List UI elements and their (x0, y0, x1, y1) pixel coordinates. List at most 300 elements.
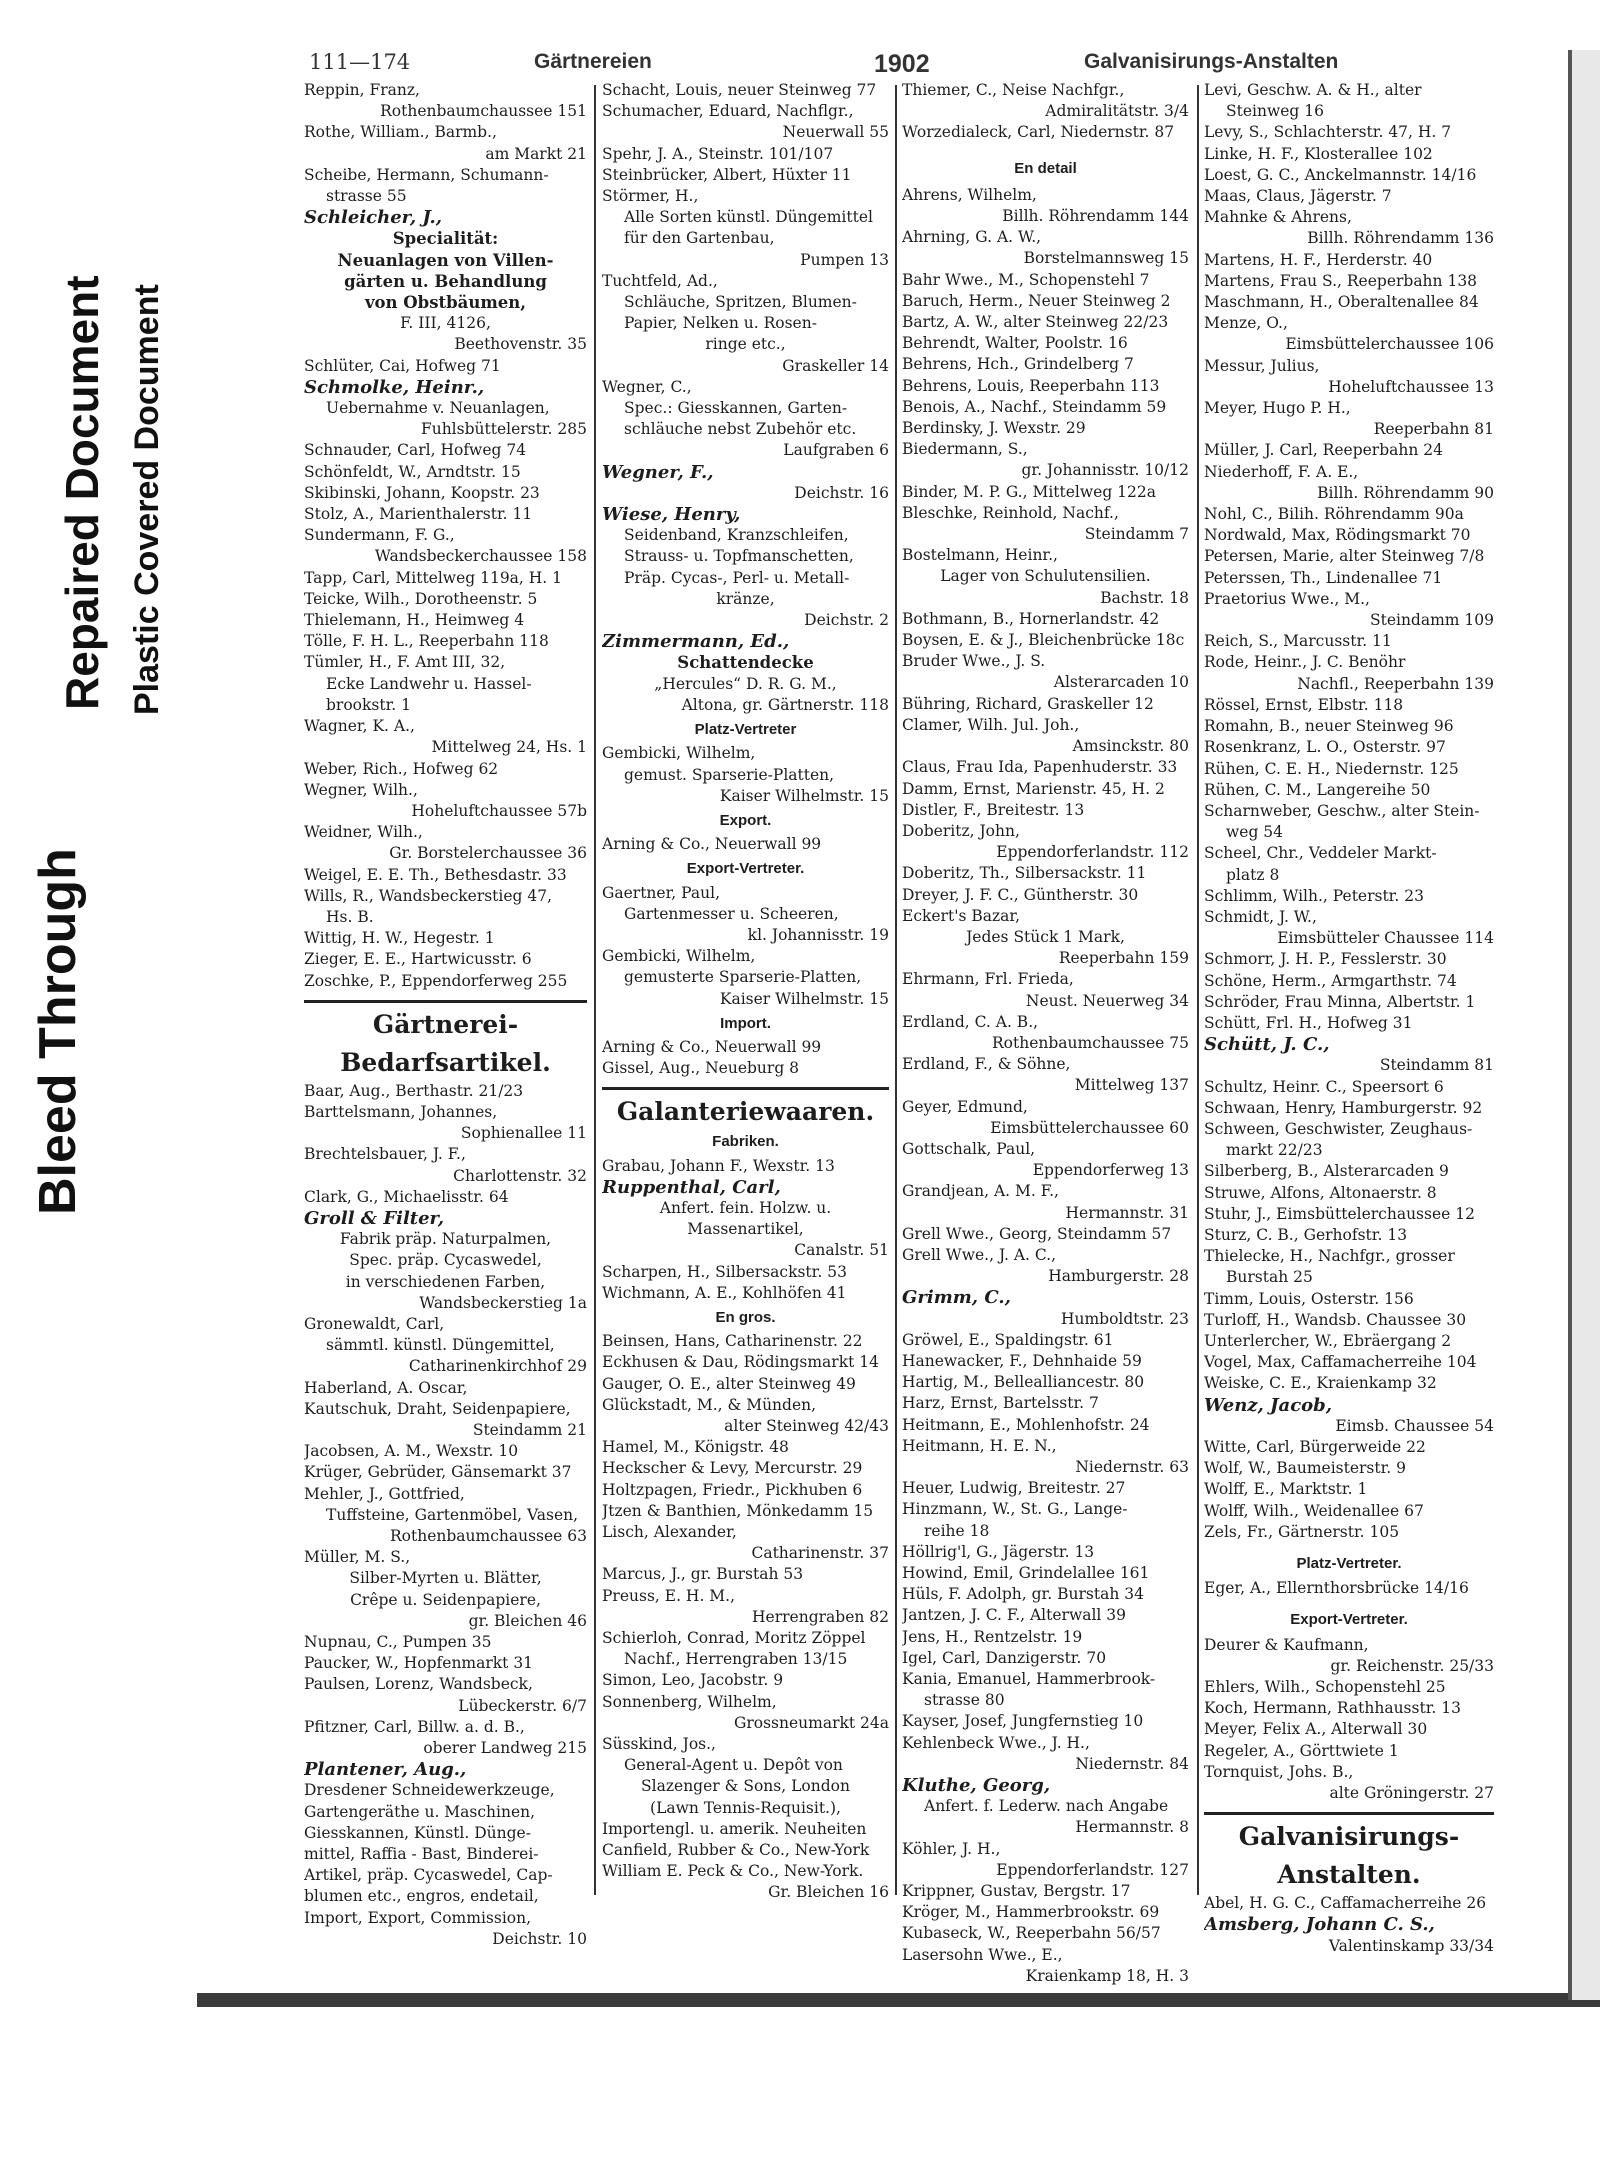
entry: Kayser, Josef, Jungfernstieg 10 (902, 1712, 1144, 1731)
column-1 (304, 80, 587, 1950)
entry: Arning & Co., Neuerwall 99 (602, 1037, 822, 1056)
entry: Admiralitätstr. 3/4 (1045, 102, 1189, 121)
entry: Eckhusen & Dau, Rödingsmarkt 14 (602, 1353, 879, 1372)
entry: Hoheluftchaussee 57b (411, 801, 587, 820)
entry: Gartenmesser u. Scheeren, (624, 904, 839, 923)
entry: Distler, F., Breitestr. 13 (902, 800, 1085, 819)
subsection-heading: Import. (720, 1014, 771, 1032)
entry: Grabau, Johann F., Wexstr. 13 (602, 1156, 835, 1175)
entry: Charlottenstr. 32 (453, 1166, 587, 1185)
section-title: Gärtnereien (534, 50, 652, 73)
entry: platz 8 (1226, 865, 1280, 884)
entry: Baruch, Herm., Neuer Steinweg 2 (902, 291, 1171, 310)
entry: Nupnau, C., Pumpen 35 (304, 1633, 492, 1652)
entry: Ehrmann, Frl. Frieda, (902, 970, 1074, 989)
entry: Lübeckerstr. 6/7 (458, 1696, 587, 1715)
entry: Weber, Rich., Hofweg 62 (304, 759, 499, 778)
entry: Lager von Schulutensilien. (940, 567, 1151, 586)
firm-heading: Zimmermann, Ed., (602, 631, 790, 653)
entry: Tuffsteine, Gartenmöbel, Vasen, (326, 1505, 579, 1524)
entry: Hermannstr. 8 (1075, 1818, 1189, 1837)
entry: weg 54 (1226, 823, 1284, 842)
entry: Fabrik präp. Naturpalmen, (339, 1230, 552, 1249)
entry: Krüger, Gebrüder, Gänsemarkt 37 (304, 1463, 572, 1482)
entry: Arning & Co., Neuerwall 99 (602, 835, 822, 854)
entry: Schween, Geschwister, Zeughaus- (1204, 1119, 1473, 1138)
entry: Reppin, Franz, (304, 81, 420, 99)
entry: für den Gartenbau, (624, 229, 775, 248)
entry: Hanewacker, F., Dehnhaide 59 (902, 1351, 1142, 1370)
entry: Schlüter, Cai, Hofweg 71 (304, 356, 501, 375)
entry: ringe etc., (705, 335, 786, 354)
entry: Linke, H. F., Klosterallee 102 (1204, 144, 1433, 163)
entry: Weigel, E. E. Th., Bethesdastr. 33 (304, 865, 567, 884)
entry: strasse 55 (326, 187, 407, 206)
entry: Präp. Cycas-, Perl- u. Metall- (624, 568, 850, 587)
entry: Grell Wwe., J. A. C., (902, 1245, 1057, 1264)
entry: Unterlercher, W., Ebräergang 2 (1204, 1331, 1452, 1350)
entry: Burstah 25 (1226, 1268, 1313, 1287)
entry: Eppendorferlandstr. 112 (996, 843, 1189, 862)
entry: Hüls, F. Adolph, gr. Burstah 34 (902, 1585, 1144, 1604)
entry: Anfert. fein. Holzw. u. (659, 1198, 832, 1217)
entry: Grossneumarkt 24a (733, 1713, 889, 1732)
entry: Deurer & Kaufmann, (1204, 1635, 1369, 1654)
entry: Papier, Nelken u. Rosen- (624, 314, 817, 333)
entry: Claus, Frau Ida, Papenhuderstr. 33 (902, 758, 1178, 777)
entry: Borstelmannsweg 15 (1023, 249, 1189, 268)
entry: Heuer, Ludwig, Breitestr. 27 (902, 1479, 1126, 1498)
entry: Steindamm 81 (1379, 1056, 1494, 1075)
section-divider (304, 1000, 587, 1003)
subsection-heading: Export. (719, 811, 772, 829)
entry: Scharpen, H., Silbersackstr. 53 (602, 1262, 847, 1281)
entry: Schierloh, Conrad, Moritz Zöppel (602, 1629, 866, 1648)
entry: Lisch, Alexander, (602, 1523, 737, 1541)
entry: Schröder, Frau Minna, Albertstr. 1 (1204, 992, 1476, 1011)
entry: gr. Reichenstr. 25/33 (1330, 1656, 1494, 1675)
column-rule (1197, 85, 1199, 1895)
entry: (Lawn Tennis-Requisit.), (650, 1798, 841, 1817)
entry: markt 22/23 (1226, 1141, 1323, 1160)
entry: Baar, Aug., Berthastr. 21/23 (304, 1081, 524, 1100)
firm-heading: Groll & Filter, (304, 1207, 444, 1229)
entry: Humboldtstr. 23 (1060, 1309, 1189, 1328)
entry: Gr. Borstelerchaussee 36 (389, 844, 587, 863)
entry: Schattendecke (677, 653, 814, 673)
entry: F. III, 4126, (400, 314, 491, 333)
entry: Gronewaldt, Carl, (304, 1314, 445, 1333)
subsection-heading: En gros. (715, 1308, 776, 1326)
entry: Bartz, A. W., alter Steinweg 22/23 (902, 313, 1169, 332)
entry: Turloff, H., Wandsb. Chaussee 30 (1204, 1310, 1467, 1329)
entry: „Hercules“ D. R. G. M., (654, 674, 837, 693)
directory-page (294, 50, 1534, 1985)
entry: Zieger, E. E., Hartwicusstr. 6 (304, 950, 532, 969)
subsection-heading: En detail (1014, 159, 1077, 177)
column-2 (602, 80, 889, 1904)
entry: Rosenkranz, L. O., Osterstr. 97 (1204, 738, 1446, 757)
subsection-heading: Export-Vertreter. (1290, 1611, 1408, 1629)
entry: Preuss, E. H. M., (602, 1586, 736, 1605)
entry: Rode, Heinr., J. C. Benöhr (1204, 653, 1406, 672)
subsection-heading: Platz-Vertreter. (1296, 1555, 1402, 1573)
entry: Clark, G., Michaelisstr. 64 (304, 1187, 509, 1206)
entry: Praetorius Wwe., M., (1204, 589, 1370, 608)
entry: Geyer, Edmund, (902, 1097, 1028, 1116)
entry: Maas, Claus, Jägerstr. 7 (1204, 187, 1392, 206)
entry: Schütt, Frl. H., Hofweg 31 (1204, 1013, 1413, 1032)
entry: Schlimm, Wilh., Peterstr. 23 (1204, 886, 1424, 905)
entry: Spehr, J. A., Steinstr. 101/107 (602, 144, 834, 163)
entry: Simon, Leo, Jacobstr. 9 (602, 1671, 784, 1690)
entry: Thielemann, H., Heimweg 4 (304, 611, 525, 630)
entry: Dreyer, J. F. C., Güntherstr. 30 (902, 885, 1139, 904)
entry: Ecke Landwehr u. Hassel- (326, 674, 532, 693)
entry: Steindamm 109 (1369, 611, 1494, 630)
entry: Heitmann, H. E. N., (902, 1436, 1057, 1455)
entry: Hartig, M., Bellealliancestr. 80 (902, 1373, 1145, 1392)
entry: Schöne, Herm., Armgarthstr. 74 (1204, 971, 1457, 990)
entry: reihe 18 (924, 1521, 990, 1540)
entry: Schmidt, J. W., (1204, 907, 1317, 926)
entry: Loest, G. C., Anckelmannstr. 14/16 (1204, 165, 1477, 184)
entry: Canalstr. 51 (794, 1241, 889, 1260)
entry: Kania, Emanuel, Hammerbrook- (902, 1670, 1156, 1689)
entry: Zoschke, P., Eppendorferweg 255 (304, 971, 568, 990)
entry: Howind, Emil, Grindelallee 161 (902, 1564, 1150, 1583)
entry: Neust. Neuerweg 34 (1025, 991, 1189, 1010)
entry: Eimsb. Chaussee 54 (1335, 1416, 1494, 1435)
entry: gr. Johannisstr. 10/12 (1021, 461, 1189, 480)
entry: Süsskind, Jos., (602, 1735, 716, 1754)
entry: Schumacher, Eduard, Nachflgr., (602, 102, 854, 121)
running-header (304, 50, 1534, 80)
entry: Meyer, Hugo P. H., (1204, 399, 1351, 418)
entry: Behrendt, Walter, Poolstr. 16 (902, 334, 1128, 353)
section-divider (1204, 1812, 1494, 1815)
column-3 (902, 80, 1189, 1987)
entry: Weidner, Wilh., (304, 823, 423, 842)
entry: Tornquist, Johs. B., (1204, 1762, 1354, 1781)
entry: Graskeller 14 (782, 356, 889, 375)
entry: Krippner, Gustav, Bergstr. 17 (902, 1882, 1131, 1901)
entry: Thielecke, H., Nachfgr., grosser (1204, 1247, 1455, 1266)
entry: Wittig, H. W., Hegestr. 1 (304, 929, 495, 948)
entry: Bühring, Richard, Graskeller 12 (902, 694, 1154, 713)
entry: Steindamm 21 (472, 1420, 587, 1439)
entry: Beethovenstr. 35 (454, 335, 587, 354)
entry: Nordwald, Max, Rödingsmarkt 70 (1204, 526, 1471, 545)
facing-page-edge (1568, 50, 1600, 2000)
entry: Canfield, Rubber & Co., New-York (602, 1841, 870, 1860)
entry: Romahn, B., neuer Steinweg 96 (1204, 717, 1454, 736)
entry: Kautschuk, Draht, Seidenpapiere, (304, 1399, 571, 1418)
entry: Hs. B. (326, 907, 374, 926)
entry: Mahnke & Ahrens, (1204, 208, 1352, 227)
entry: Lasersohn Wwe., E., (902, 1945, 1063, 1964)
entry: Müller, M. S., (304, 1548, 411, 1567)
entry: kränze, (716, 589, 775, 608)
entry: Weiske, C. E., Kraienkamp 32 (1204, 1374, 1437, 1393)
entry: Wolf, W., Baumeisterstr. 9 (1204, 1459, 1407, 1478)
entry: Sundermann, F. G., (304, 526, 455, 545)
section-heading: Galanteriewaaren. (616, 1097, 875, 1127)
entry: Vogel, Max, Caffamacherreihe 104 (1204, 1353, 1477, 1372)
section-heading: Bedarfsartikel. (340, 1047, 551, 1077)
firm-heading: Schütt, J. C., (1204, 1034, 1330, 1056)
entry: Dresdener Schneidewerkzeuge, (304, 1781, 555, 1800)
entry: Kubaseck, W., Reeperbahn 56/57 (902, 1924, 1161, 1943)
entry: gärten u. Behandlung (344, 271, 547, 291)
entry: Damm, Ernst, Marienstr. 45, H. 2 (902, 779, 1165, 798)
firm-heading: Ruppenthal, Carl, (602, 1176, 781, 1198)
entry: Steinbrücker, Albert, Hüxter 11 (602, 165, 852, 184)
entry: Hinzmann, W., St. G., Lange- (902, 1500, 1128, 1519)
entry: Kehlenbeck Wwe., J. H., (902, 1733, 1090, 1752)
entry: Müller, J. Carl, Reeperbahn 24 (1204, 441, 1443, 460)
entry: Tümler, H., F. Amt III, 32, (304, 653, 506, 672)
entry: Nohl, C., Bilih. Röhrendamm 90a (1204, 505, 1464, 524)
entry: alter Steinweg 42/43 (724, 1416, 889, 1435)
entry: Fuhlsbüttelerstr. 285 (420, 420, 587, 439)
entry: Paulsen, Lorenz, Wandsbeck, (304, 1675, 533, 1694)
entry: Rühen, C. M., Langereihe 50 (1204, 780, 1431, 799)
entry: Neuerwall 55 (782, 123, 889, 142)
entry: kl. Johannisstr. 19 (747, 925, 889, 944)
entry: Deichstr. 10 (492, 1929, 587, 1948)
entry: Billh. Röhrendamm 136 (1307, 229, 1494, 248)
entry: Uebernahme v. Neuanlagen, (326, 399, 550, 418)
entry: Pumpen 13 (800, 250, 889, 269)
entry: Wegner, C., (602, 377, 692, 396)
entry: Barttelsmann, Johannes, (304, 1102, 498, 1121)
entry: Schönfeldt, W., Arndtstr. 15 (304, 462, 521, 481)
entry: Bachstr. 18 (1100, 588, 1189, 607)
entry: Stuhr, J., Eimsbüttelerchaussee 12 (1204, 1204, 1475, 1223)
entry: Niedernstr. 84 (1075, 1754, 1189, 1773)
entry: Altona, gr. Gärtnerstr. 118 (681, 695, 889, 714)
entry: Kaiser Wilhelmstr. 15 (719, 786, 889, 805)
entry: Nachfl., Reeperbahn 139 (1297, 674, 1494, 693)
entry: Crêpe u. Seidenpapiere, (350, 1590, 541, 1609)
entry: Doberitz, John, (902, 821, 1020, 840)
entry: Igel, Carl, Danzigerstr. 70 (902, 1648, 1107, 1667)
entry: Reeperbahn 81 (1373, 420, 1494, 439)
entry: Bothmann, B., Hornerlandstr. 42 (902, 609, 1160, 628)
subsection-heading: Fabriken. (712, 1133, 779, 1151)
entry: Harz, Ernst, Bartelsstr. 7 (902, 1394, 1099, 1413)
entry: Regeler, A., Görttwiete 1 (1204, 1741, 1399, 1760)
entry: Beinsen, Hans, Catharinenstr. 22 (602, 1332, 863, 1351)
entry: Wolff, E., Marktstr. 1 (1204, 1480, 1368, 1499)
entry: Scheibe, Hermann, Schumann- (304, 165, 549, 184)
entry: Wolff, Wilh., Weidenallee 67 (1204, 1501, 1424, 1520)
entry: Gröwel, E., Spaldingstr. 61 (902, 1330, 1114, 1349)
entry: Haberland, A. Oscar, (304, 1378, 468, 1397)
scanned-page (197, 50, 1600, 2000)
entry: Scheel, Chr., Veddeler Markt- (1204, 844, 1437, 863)
firm-heading: Schmolke, Heinr., (304, 376, 485, 398)
entry: Stolz, A., Marienthalerstr. 11 (304, 505, 533, 524)
entry: Thiemer, C., Neise Nachfgr., (902, 81, 1125, 99)
plastic-covered-label: Plastic Covered Document (128, 284, 166, 715)
entry: Heckscher & Levy, Mercurstr. 29 (602, 1459, 863, 1478)
entry: Ehlers, Wilh., Schopenstehl 25 (1204, 1678, 1446, 1697)
entry: Herrengraben 82 (752, 1607, 889, 1626)
right-section-title: Galvanisirungs-Anstalten (1084, 50, 1339, 73)
column-rule (895, 85, 897, 1895)
entry: Störmer, H., (602, 187, 699, 206)
entry: Gauger, O. E., alter Steinweg 49 (602, 1374, 856, 1393)
entry: Billh. Röhrendamm 144 (1002, 207, 1189, 226)
entry: Schläuche, Spritzen, Blumen- (624, 293, 857, 312)
page-range: 111—174 (309, 50, 411, 74)
entry: Jens, H., Rentzelstr. 19 (902, 1627, 1083, 1646)
entry: Eppendorferlandstr. 127 (996, 1860, 1189, 1879)
entry: alte Gröningerstr. 27 (1329, 1784, 1494, 1803)
entry: gemust. Sparserie-Platten, (624, 765, 835, 784)
entry: Rothenbaumchaussee 75 (991, 1033, 1189, 1052)
entry: Holtzpagen, Friedr., Pickhuben 6 (602, 1480, 863, 1499)
entry: Hermannstr. 31 (1065, 1203, 1189, 1222)
entry: von Obstbäumen, (364, 293, 527, 313)
entry: gr. Bleichen 46 (468, 1611, 587, 1630)
entry: Grell Wwe., Georg, Steindamm 57 (902, 1224, 1172, 1243)
entry: Bleschke, Reinhold, Nachf., (902, 503, 1119, 522)
section-heading: Galvanisirungs- (1238, 1822, 1460, 1852)
entry: Tölle, F. H. L., Reeperbahn 118 (304, 632, 549, 651)
year: 1902 (874, 50, 930, 78)
entry: Catharinenkirchhof 29 (408, 1357, 587, 1376)
subsection-heading: Export-Vertreter. (686, 860, 805, 878)
scan-bottom-edge (197, 1993, 1600, 2007)
entry: Gottschalk, Paul, (902, 1139, 1036, 1158)
entry: Biedermann, S., (902, 440, 1028, 459)
entry: Eimsbüttelerchaussee 106 (1285, 335, 1494, 354)
entry: Rothe, William., Barmb., (304, 123, 497, 142)
entry: Hoheluftchaussee 13 (1328, 377, 1494, 396)
entry: Silberberg, B., Alsterarcaden 9 (1204, 1162, 1449, 1181)
entry: Seidenband, Kranzschleifen, (624, 526, 849, 545)
entry: Rothenbaumchaussee 63 (389, 1527, 587, 1545)
entry: Hamel, M., Königstr. 48 (602, 1438, 789, 1457)
entry: Catharinenstr. 37 (751, 1544, 889, 1563)
entry: Jantzen, J. C. F., Alterwall 39 (902, 1606, 1127, 1625)
entry: Schnauder, Carl, Hofweg 74 (304, 441, 527, 460)
entry: Sophienallee 11 (460, 1124, 587, 1143)
firm-heading: Wiese, Henry, (602, 504, 741, 526)
entry: Kröger, M., Hammerbrookstr. 69 (902, 1903, 1160, 1922)
entry: Rössel, Ernst, Elbstr. 118 (1204, 695, 1404, 714)
entry: Boysen, E. & J., Bleichenbrücke 18c (902, 631, 1185, 650)
section-heading: Gärtnerei- (372, 1009, 519, 1039)
entry: Worzedialeck, Carl, Niedernstr. 87 (902, 123, 1175, 142)
entry: Timm, Louis, Osterstr. 156 (1204, 1289, 1414, 1308)
entry: Niedernstr. 63 (1075, 1458, 1189, 1476)
entry: Wills, R., Wandsbeckerstieg 47, (304, 886, 553, 905)
entry: Tuchtfeld, Ad., (602, 271, 718, 290)
entry: Importengl. u. amerik. Neuheiten (602, 1819, 867, 1838)
entry: Wandsbeckerchaussee 158 (374, 547, 587, 566)
entry: Scharnweber, Geschw., alter Stein- (1204, 801, 1480, 820)
entry: Tapp, Carl, Mittelweg 119a, H. 1 (304, 568, 563, 587)
entry: blumen etc., engros, endetail, (304, 1887, 539, 1906)
entry: Kaiser Wilhelmstr. 15 (719, 989, 889, 1008)
firm-heading: Kluthe, Georg, (902, 1775, 1051, 1797)
entry: Steinweg 16 (1226, 102, 1324, 121)
entry: sämmtl. künstl. Düngemittel, (326, 1336, 555, 1355)
entry: Behrens, Hch., Grindelberg 7 (902, 355, 1134, 374)
entry: Marcus, J., gr. Burstah 53 (602, 1565, 804, 1584)
entry: Abel, H. G. C., Caffamacherreihe 26 (1204, 1894, 1487, 1913)
entry: Rothenbaumchaussee 151 (380, 102, 587, 121)
entry: oberer Landweg 215 (423, 1739, 587, 1758)
entry: Gaertner, Paul, (602, 883, 720, 902)
section-heading: Anstalten. (1277, 1860, 1421, 1890)
entry: Eimsbüttelerchaussee 60 (990, 1118, 1189, 1137)
entry: Gartengeräthe u. Maschinen, (304, 1802, 536, 1821)
entry: Anfert. f. Lederw. nach Angabe (924, 1797, 1169, 1816)
entry: Gr. Bleichen 16 (768, 1883, 889, 1902)
entry: Paucker, W., Hopfenmarkt 31 (304, 1654, 534, 1673)
entry: Nachf., Herrengraben 13/15 (624, 1650, 848, 1669)
side-labels (0, 0, 195, 1400)
entry: Brechtelsbauer, J. F., (304, 1145, 466, 1164)
section-divider (602, 1087, 889, 1090)
entry: Spec. präp. Cycaswedel, (349, 1251, 542, 1270)
entry: Berdinsky, J. Wexstr. 29 (902, 419, 1086, 438)
entry: Schmorr, J. H. P., Fesslerstr. 30 (1204, 950, 1447, 969)
entry: Slazenger & Sons, London (641, 1777, 850, 1796)
entry: Eger, A., Ellernthorsbrücke 14/16 (1204, 1579, 1469, 1598)
entry: Koch, Hermann, Rathhausstr. 13 (1204, 1699, 1461, 1718)
entry: Ahrning, G. A. W., (902, 228, 1042, 247)
entry: Mittelweg 137 (1074, 1076, 1189, 1095)
entry: Eimsbütteler Chaussee 114 (1277, 929, 1494, 948)
entry: Erdland, F., & Söhne, (902, 1055, 1071, 1074)
entry: Niederhoff, F. A. E., (1204, 462, 1359, 481)
entry: Binder, M. P. G., Mittelweg 122a (902, 482, 1156, 501)
entry: Gembicki, Wilhelm, (602, 744, 756, 763)
entry: Heitmann, E., Mohlenhofstr. 24 (902, 1415, 1150, 1434)
entry: Doberitz, Th., Silbersackstr. 11 (902, 864, 1147, 883)
entry: Grandjean, A. M. F., (902, 1182, 1059, 1201)
entry: Silber-Myrten u. Blätter, (349, 1569, 542, 1588)
entry: Amsinckstr. 80 (1072, 737, 1189, 756)
entry: Bruder Wwe., J. S. (902, 652, 1046, 671)
entry: Rühen, C. E. H., Niedernstr. 125 (1204, 759, 1459, 778)
entry: Giesskannen, Künstl. Dünge- (304, 1823, 531, 1842)
entry: Laufgraben 6 (783, 441, 889, 460)
entry: Reich, S., Marcusstr. 11 (1204, 632, 1392, 651)
entry: Ahrens, Wilhelm, (902, 185, 1037, 204)
entry: Peterssen, Th., Lindenallee 71 (1204, 568, 1443, 587)
entry: Benois, A., Nachf., Steindamm 59 (902, 397, 1167, 416)
firm-heading: Schleicher, J., (304, 207, 443, 229)
entry: Spec.: Giesskannen, Garten- (624, 399, 848, 418)
entry: Wichmann, A. E., Kohlhöfen 41 (602, 1283, 847, 1302)
entry: Massenartikel, (687, 1220, 804, 1239)
firm-heading: Amsberg, Johann C. S., (1204, 1914, 1435, 1936)
firm-heading: Wegner, F., (602, 461, 714, 483)
entry: Glückstadt, M., & Münden, (602, 1395, 817, 1414)
entry: Bostelmann, Heinr., (902, 546, 1058, 565)
entry: Import, Export, Commission, (304, 1908, 532, 1927)
entry: Mehler, J., Gottfried, (304, 1484, 465, 1503)
entry: Sonnenberg, Wilhelm, (602, 1692, 777, 1711)
entry: Gissel, Aug., Neueburg 8 (602, 1059, 800, 1078)
